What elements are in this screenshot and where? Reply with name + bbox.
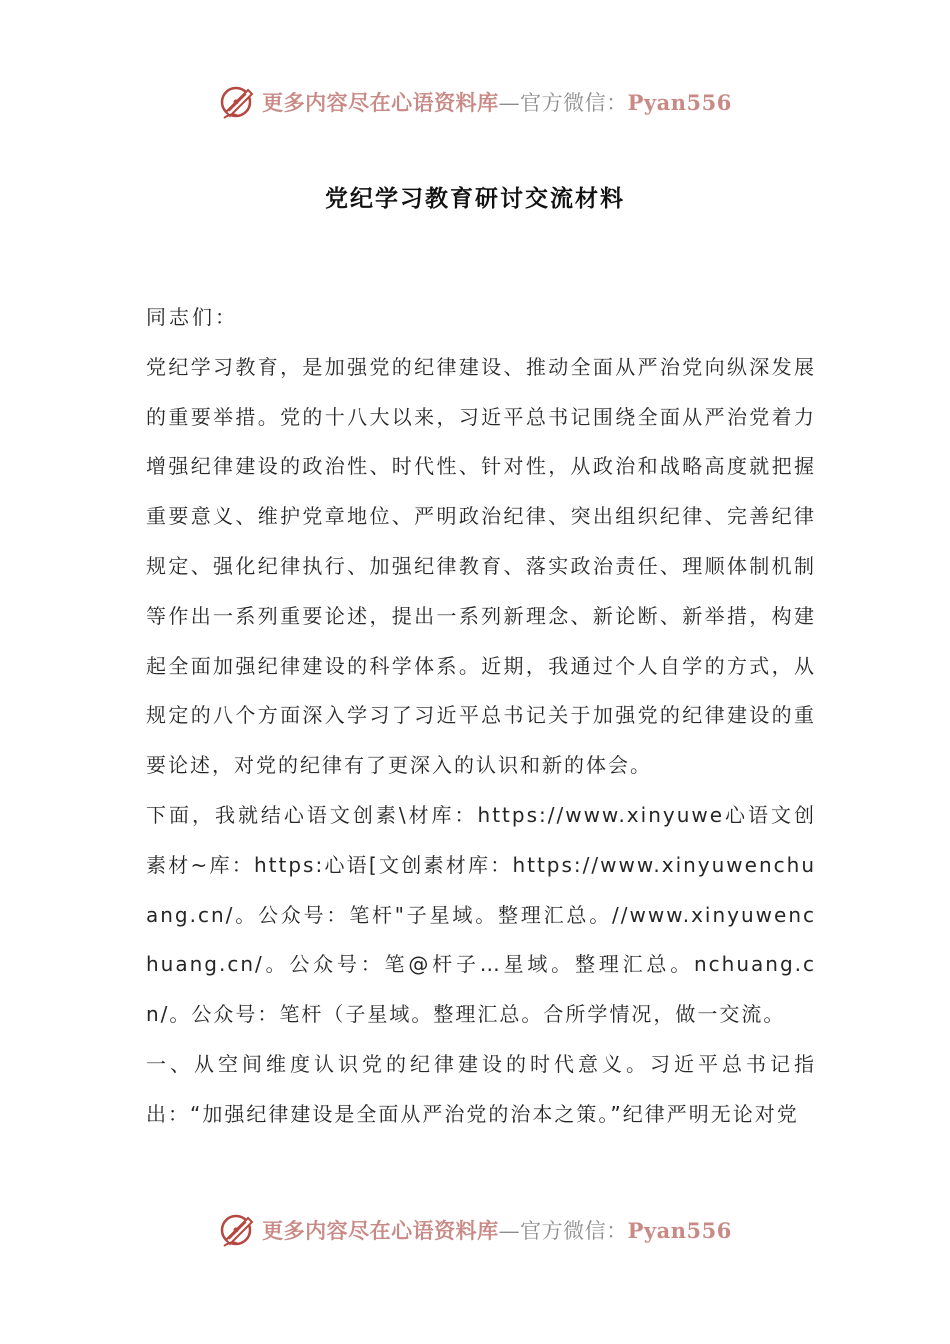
banner-brand: 更多内容尽在心语资料库 bbox=[262, 1218, 499, 1243]
banner-separator: — bbox=[498, 1219, 521, 1243]
paragraph: 党纪学习教育，是加强党的纪律建设、推动全面从严治党向纵深发展的重要举措。党的十八大以来，习近平总书记围绕全面从严治党着力增强纪律建设的政治性、时代性、针对性，从政治和战略高度就把握重要意义、维护党章地位、严明政治纪律、突出组织纪律、完善纪律规定、强化纪律执行、加强纪律教育、落实政治责任、理顺体制机制等作出一系列重要论述，提出一系列新理念、新论断、新举措，构建起全面加强纪律建设的科学体系。近期，我通过个人自学的方式，从规定的八个方面深入学习了习近平总书记关于加强党的纪律建设的重要论述，对党的纪律有了更深入的认识和新的体会。 bbox=[146, 354, 816, 778]
banner-wechat-id: Pyan556 bbox=[627, 90, 732, 115]
banner-brand: 更多内容尽在心语资料库 bbox=[262, 90, 499, 115]
paragraph: 一、从空间维度认识党的纪律建设的时代意义。习近平总书记指出：“加强纪律建设是全面从严治党的治本之策。”纪律严明无论对党 bbox=[146, 1051, 816, 1126]
pen-nib-logo-icon bbox=[218, 82, 258, 122]
banner-official-label: 官方微信： bbox=[520, 91, 628, 115]
banner-separator: — bbox=[498, 91, 521, 115]
paragraph: 下面，我就结心语文创素\材库：https://www.xinyuwe心语文创素材~库：https:心语[文创素材库：https://www.xinyuwenchuang.cn/。公众号：笔杆"子星域。整理汇总。//www.xinyuwenchuang.cn/。公众号：笔@杆子…星域。整理汇总。nchuang.cn/。公众号：笔杆（子星域。整理汇总。合所学情况，做一交流。 bbox=[146, 802, 816, 1027]
greeting: 同志们： bbox=[146, 305, 238, 329]
header-banner bbox=[0, 80, 950, 124]
document-title: 党纪学习教育研讨交流材料 bbox=[325, 185, 625, 212]
banner-wechat-id: Pyan556 bbox=[627, 1218, 732, 1243]
pen-nib-logo-icon bbox=[218, 1210, 258, 1250]
banner-text bbox=[262, 1215, 732, 1245]
document-body bbox=[146, 293, 816, 1140]
banner-official-label: 官方微信： bbox=[520, 1219, 628, 1243]
banner-text bbox=[262, 87, 732, 117]
footer-banner bbox=[0, 1208, 950, 1252]
